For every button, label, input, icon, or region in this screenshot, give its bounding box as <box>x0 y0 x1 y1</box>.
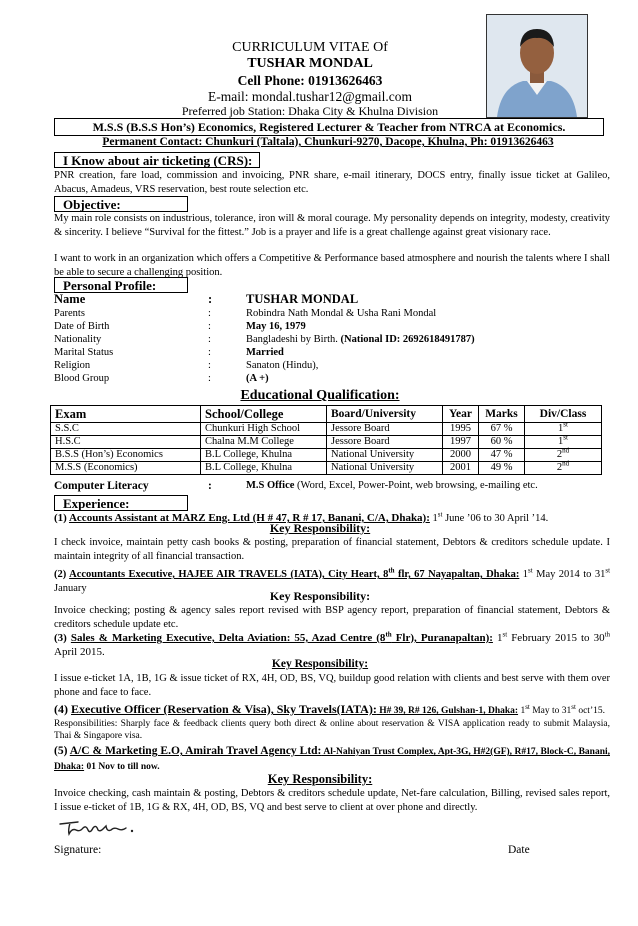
profile-label: Blood Group <box>54 373 110 384</box>
profile-row-religion <box>54 360 554 373</box>
ticketing-heading: I Know about air ticketing (CRS): <box>54 152 260 168</box>
experience-heading: Experience: <box>54 495 188 511</box>
cell-exam: B.S.S (Hon’s) Economics <box>51 449 201 462</box>
national-id: (National ID: 2692618491787) <box>340 334 475 345</box>
job-2-resp-heading: Key Responsibility: <box>269 589 371 603</box>
col-marks: Marks <box>479 406 525 423</box>
job-3-resp: I issue e-ticket 1A, 1B, 1G & issue ticket of RX, 4H, OD, BS, VQ, buildup good relation with clients and best serve with them over phone and face to face. <box>54 673 610 698</box>
ticketing-text: PNR creation, fare load, commission and invoicing, PNR share, e-mail itinerary, DOCS entry, finally issue ticket at Galileo, Abacus, Amadeus, VRS reservation, best route selection etc. <box>54 170 610 195</box>
profile-value: Sanaton (Hindu), <box>246 360 319 371</box>
table-row <box>51 436 602 449</box>
col-school: School/College <box>201 406 327 423</box>
computer-colon: : <box>208 480 212 492</box>
profile-label: Marital Status <box>54 347 114 358</box>
cell-board: Jessore Board <box>327 436 443 449</box>
profile-colon: : <box>208 308 211 319</box>
cell-marks: 49 % <box>479 462 525 475</box>
cell-marks: 67 % <box>479 423 525 436</box>
objective-heading: Objective: <box>54 196 188 212</box>
profile-colon: : <box>208 321 211 332</box>
profile-row-name <box>54 292 554 307</box>
cv-title: CURRICULUM VITAE Of <box>232 40 388 55</box>
signature-icon <box>56 816 146 838</box>
cell-year: 2001 <box>443 462 479 475</box>
person-photo-icon <box>487 15 587 117</box>
email: E-mail: mondal.tushar12@gmail.com <box>207 89 413 104</box>
job-4-resp: Responsibilities: Sharply face & feedback clients query both direct & online about reservation & VISA application ready to submit Malaysia, Thai & Singapore visa. <box>54 719 610 741</box>
profile-value: TUSHAR MONDAL <box>246 292 359 306</box>
cell-div: 1st <box>525 423 602 436</box>
cell-board: Jessore Board <box>327 423 443 436</box>
job-1-title: (1) Accounts Assistant at MARZ Eng. Ltd (H # 47, R # 17, Banani, C/A, Dhaka): 1st June ’06 to 30 April ’14. <box>54 510 549 524</box>
profile-row-nationality <box>54 334 554 347</box>
computer-value: M.S Office (Word, Excel, Power-Point, web browsing, e-mailing etc. <box>246 480 538 491</box>
profile-label: Name <box>54 292 86 306</box>
profile-colon: : <box>208 347 211 358</box>
permanent-contact: Permanent Contact: Chunkuri (Taltala), Chunkuri-9270, Dacope, Khulna, Ph: 01913626463 <box>102 136 554 148</box>
table-row <box>51 462 602 475</box>
profile-value: May 16, 1979 <box>246 321 306 332</box>
objective-paragraph-1: My main role consists on industrious, tolerance, iron will & moral courage. My personality depends on integrity, modesty, creativity & sincerity. I believe “Survival for the fittest.” Job is a prayer and life is a great challenge against great visionary race. <box>54 213 610 238</box>
cell-board: National University <box>327 449 443 462</box>
table-row <box>51 423 602 436</box>
job-5-title: (5) A/C & Marketing E.O, Amirah Travel Agency Ltd: Al-Nahiyan Trust Complex, Apt-3G, H#2(GF), R#17, Block-C, Banani, Dhaka: 01 Nov to till now. <box>54 745 610 772</box>
profile-value <box>246 334 475 345</box>
col-year: Year <box>443 406 479 423</box>
profile-label: Date of Birth <box>54 321 110 332</box>
objective-paragraph-2: I want to work in an organization which offers a Competitive & Performance based atmosphere and nourish the talents where I shall be able to secure a challenging position. <box>54 253 610 278</box>
profile-colon: : <box>208 373 211 384</box>
cell-board: National University <box>327 462 443 475</box>
cell-marks: 60 % <box>479 436 525 449</box>
cell-div: 1st <box>525 436 602 449</box>
cell-school: Chunkuri High School <box>201 423 327 436</box>
handwritten-signature <box>56 816 146 838</box>
cell-marks: 47 % <box>479 449 525 462</box>
cell-year: 1997 <box>443 436 479 449</box>
profile-row-marital <box>54 347 554 360</box>
profile-row-parents <box>54 308 554 321</box>
job-4-title: (4) Executive Officer (Reservation & Visa), Sky Travels(IATA): H# 39, R# 126, Gulshan-1, Dhaka: 1st May to 31st oct’15. <box>54 702 605 716</box>
profile-colon: : <box>208 334 211 345</box>
date-label: Date <box>508 844 530 856</box>
computer-label: Computer Literacy <box>54 480 149 492</box>
cell-school: B.L College, Khulna <box>201 462 327 475</box>
col-div: Div/Class <box>525 406 602 423</box>
job-1-resp-heading: Key Responsibility: <box>269 521 371 535</box>
degree-banner: M.S.S (B.S.S Hon’s) Economics, Registered Lecturer & Teacher from NTRCA at Economics. <box>54 118 604 136</box>
job-1-resp: I check invoice, maintain petty cash books & posting, preparation of financial statement, Debtors & creditors schedule update. I maintain integrity of all financial transaction. <box>54 537 610 562</box>
job-2-title: (2) Accountants Executive, HAJEE AIR TRAVELS (IATA), City Heart, 8th flr, 67 Nayapaltan, Dhaka: 1st May 2014 to 31st January <box>54 566 611 594</box>
cell-phone: Cell Phone: 01913626463 <box>237 73 383 88</box>
cell-exam: H.S.C <box>51 436 201 449</box>
cell-div: 2nd <box>525 462 602 475</box>
profile-heading: Personal Profile: <box>54 277 188 293</box>
job-5-resp: Invoice checking, cash maintain & posting, Debtors & creditors schedule update, Net-fare calculation, Billing, revised sales report, I issue e-ticket of 1B, 1G & RX, 4H, OD, BS, VQ and best serve to client at over phone and directly. <box>54 788 610 813</box>
profile-photo <box>486 14 588 118</box>
profile-colon: : <box>208 360 211 371</box>
computer-literacy <box>54 480 554 495</box>
cell-year: 1995 <box>443 423 479 436</box>
profile-colon: : <box>208 292 213 306</box>
preferred-station: Preferred job Station: Dhaka City & Khulna Division <box>181 104 439 118</box>
profile-row-dob <box>54 321 554 334</box>
profile-value: Married <box>246 347 284 358</box>
job-3-title: (3) Sales & Marketing Executive, Delta Aviation: 55, Azad Centre (8th Flr), Puranapaltan): 1st February 2015 to 30th April 2015. <box>54 630 611 658</box>
cell-exam: M.S.S (Economics) <box>51 462 201 475</box>
profile-label: Nationality <box>54 334 102 345</box>
col-exam: Exam <box>51 406 201 423</box>
education-header-row <box>51 406 602 423</box>
candidate-name: TUSHAR MONDAL <box>247 56 373 71</box>
col-board: Board/University <box>327 406 443 423</box>
profile-label: Religion <box>54 360 91 371</box>
nationality-text: Bangladeshi by Birth. <box>246 334 338 345</box>
education-heading: Educational Qualification: <box>240 388 400 403</box>
education-table <box>50 405 602 475</box>
cell-school: Chalna M.M College <box>201 436 327 449</box>
profile-row-blood <box>54 373 554 386</box>
profile-label: Parents <box>54 308 85 319</box>
table-row <box>51 449 602 462</box>
job-5-resp-heading: Key Responsibility: <box>267 772 373 786</box>
cell-exam: S.S.C <box>51 423 201 436</box>
job-2-resp: Invoice checking; posting & agency sales report revised with BSP agency report, preparation of financial statement, Debtors & creditors schedule update etc. <box>54 605 610 630</box>
cell-school: B.L College, Khulna <box>201 449 327 462</box>
cell-year: 2000 <box>443 449 479 462</box>
signature-label: Signature: <box>54 844 102 856</box>
profile-value: Robindra Nath Mondal & Usha Rani Mondal <box>246 308 437 319</box>
profile-value: (A +) <box>246 373 269 384</box>
cell-div: 2nd <box>525 449 602 462</box>
job-3-resp-heading: Key Responsibility: <box>271 658 369 670</box>
